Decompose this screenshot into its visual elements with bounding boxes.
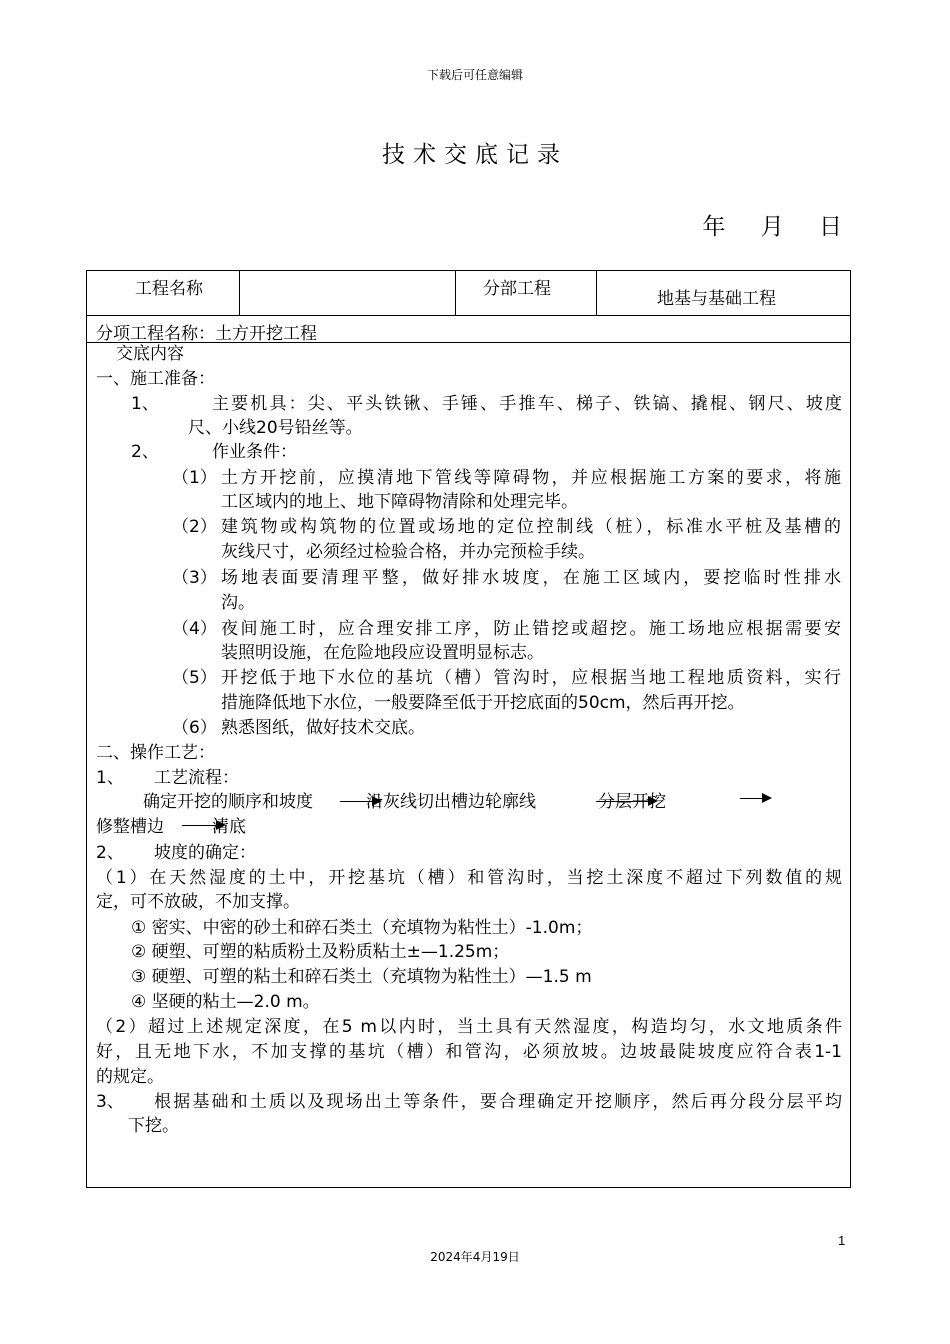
- condition-1-line1: 土方开挖前，应摸清地下管线等障碍物，并应根据施工方案的要求，将施: [221, 468, 841, 488]
- table-divider: [239, 271, 240, 315]
- section-2-title: 二、操作工艺：: [96, 743, 215, 763]
- flow-step-4: 修整槽边: [96, 817, 164, 837]
- flow-step-2: 沿灰线切出槽边轮廓线: [366, 792, 536, 812]
- condition-2-line2: 灰线尺寸，必须经过检验合格，并办完预检手续。: [221, 542, 595, 562]
- s2-item3-number: 3、: [96, 1092, 124, 1112]
- condition-4-line1: 夜间施工时，应合理安排工序，防止错挖或超挖。施工场地应根据需要安: [221, 619, 841, 639]
- flow-step-5: 清底: [212, 817, 246, 837]
- flow-step-1: 确定开挖的顺序和坡度: [143, 792, 313, 812]
- s1-item1-number: 1、: [131, 394, 159, 414]
- s2-item2-text: 坡度的确定：: [154, 843, 256, 863]
- s2-item1-number: 1、: [96, 768, 124, 788]
- date-line: [702, 208, 846, 241]
- s2-item3-line2: 下挖。: [128, 1116, 179, 1136]
- s2-item1-text: 工艺流程：: [154, 768, 239, 788]
- condition-6-number: （6）: [172, 718, 217, 738]
- s1-item2-number: 2、: [131, 442, 159, 462]
- s2-item2-number: 2、: [96, 843, 124, 863]
- flow-arrow-icon: [596, 801, 656, 802]
- condition-1-number: （1）: [172, 468, 217, 488]
- condition-5-line1: 开挖低于地下水位的基坑（槽）管沟时，应根据当地工程地质资料，实行: [221, 668, 841, 688]
- slope-para-2-line3: 的规定。: [96, 1067, 164, 1087]
- header-note: 下载后可任意编辑: [426, 68, 523, 82]
- slope-para-1-line2: 定，可不放破，不加支撑。: [96, 892, 300, 912]
- slope-para-2-line1: （2）超过上述规定深度，在5 m以内时，当土具有天然湿度，构造均匀，水文地质条件: [96, 1017, 842, 1037]
- s1-item1-line2: 尺、小线20号铅丝等。: [188, 418, 363, 438]
- division-label: 分部工程: [483, 279, 551, 299]
- table-divider: [455, 271, 456, 315]
- section-1-title: 一、施工准备：: [96, 369, 215, 389]
- condition-5-number: （5）: [172, 668, 217, 688]
- table-divider: [596, 271, 597, 315]
- condition-3-number: （3）: [172, 568, 217, 588]
- flow-step-3: 分层开挖: [598, 792, 666, 812]
- date-year: 年: [702, 214, 730, 240]
- condition-3-line2: 沟。: [221, 593, 255, 613]
- condition-6-text: 熟悉图纸，做好技术交底。: [221, 718, 425, 738]
- date-month: 月: [760, 214, 788, 240]
- slope-list-item-3: ③ 硬塑、可塑的粘土和碎石类土（充填物为粘性土）—1.5 m: [131, 967, 592, 987]
- condition-2-number: （2）: [172, 517, 217, 537]
- s2-item3-line1: 根据基础和土质以及现场出土等条件，要合理确定开挖顺序，然后再分段分层平均: [154, 1092, 842, 1112]
- division-value: 地基与基础工程: [657, 289, 776, 309]
- table-divider: [87, 315, 850, 316]
- flow-arrow-icon: [740, 798, 770, 799]
- content-heading: 交底内容: [116, 344, 184, 364]
- date-day: 日: [819, 214, 846, 240]
- s1-item1-line1: 主要机具：尖、平头铁锹、手锤、手推车、梯子、铁镐、撬棍、钢尺、坡度: [212, 394, 842, 414]
- slope-list-item-1: ① 密实、中密的砂土和碎石类土（充填物为粘性土）-1.0m；: [131, 918, 593, 938]
- slope-para-1-line1: （1）在天然湿度的土中，开挖基坑（槽）和管沟时，当挖土深度不超过下列数值的规: [96, 868, 842, 888]
- slope-list-item-4: ④ 坚硬的粘土—2.0 m。: [131, 992, 320, 1012]
- condition-3-line1: 场地表面要清理平整，做好排水坡度，在施工区域内，要挖临时性排水: [221, 568, 841, 588]
- project-name-label: 工程名称: [135, 279, 203, 299]
- condition-4-line2: 装照明设施，在危险地段应设置明显标志。: [221, 643, 544, 663]
- condition-4-number: （4）: [172, 619, 217, 639]
- document-title: 技术交底记录: [382, 142, 568, 168]
- subitem-name: 分项工程名称：土方开挖工程: [96, 324, 317, 344]
- slope-list-item-2: ② 硬塑、可塑的粘质粉土及粉质粘土±—1.25m；: [131, 942, 510, 962]
- condition-5-line2: 措施降低地下水位，一般要降至低于开挖底面的50cm，然后再开挖。: [221, 693, 745, 713]
- condition-2-line1: 建筑物或构筑物的位置或场地的定位控制线（桩），标准水平桩及基槽的: [221, 517, 841, 537]
- condition-1-line2: 工区域内的地上、地下障碍物清除和处理完毕。: [221, 492, 578, 512]
- s1-item2-text: 作业条件：: [212, 442, 297, 462]
- slope-para-2-line2: 好，且无地下水，不加支撑的基坑（槽）和管沟，必须放坡。边坡最陡坡度应符合表1-1: [96, 1042, 842, 1062]
- page-number: 1: [838, 1233, 846, 1248]
- footer-date: 2024年4月19日: [430, 1250, 520, 1264]
